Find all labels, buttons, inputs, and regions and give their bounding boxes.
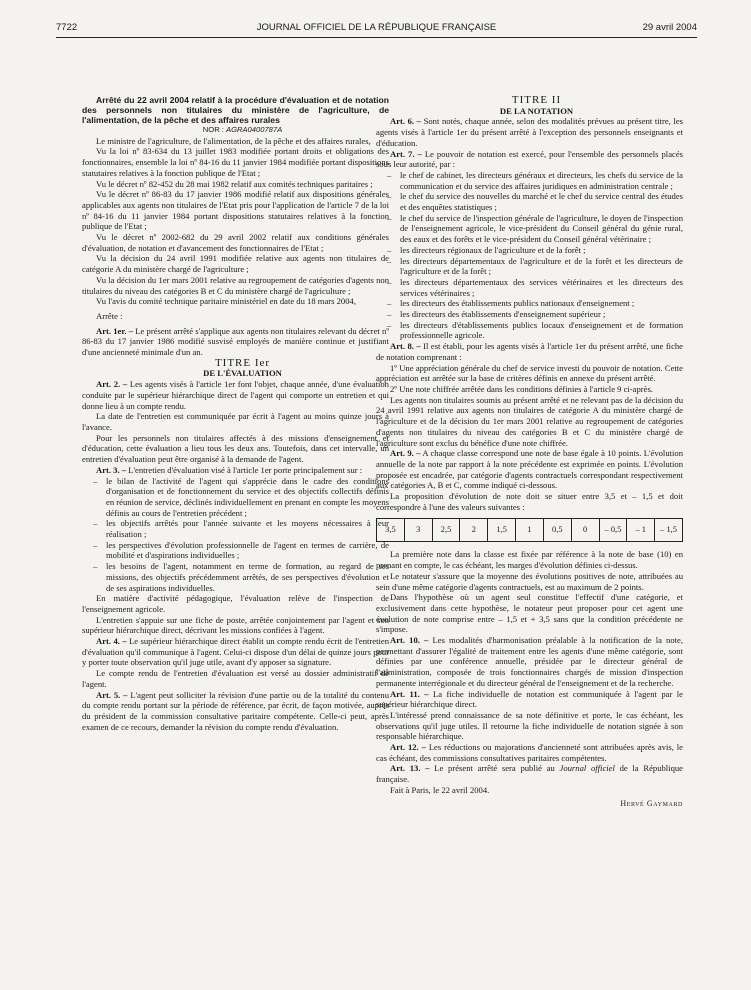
article-1 [82,326,389,358]
journal-officiel-ref: Journal officiel [559,763,615,774]
preamble-4: Vu le décret nº 2002-682 du 29 avril 2002 relatif aux conditions générales d'évaluation, de notation et d'avancement des fonctionnaires de l'Etat ; [82,232,389,253]
article-7 [376,149,683,170]
preamble-6: Vu la décision du 1er mars 2001 relative au regroupement de catégories d'agents non titulaires du niveau des catégories B et C du ministère chargé de l'agriculture ; [82,274,389,296]
issue-date: 29 avril 2004 [642,22,697,33]
article-3 [82,465,389,476]
titre-2-heading: TITRE II [511,94,562,106]
article-4-label: Art. 4. – [96,636,127,647]
titre-1-heading: TITRE Ier [214,356,271,369]
article-13 [376,763,683,784]
preamble-2: Vu le décret nº 82-452 du 28 mai 1982 relatif aux comités techniques paritaires ; [96,178,373,189]
article-2-text: Les agents visés à l'article 1er font l'objet, chaque année, d'une évaluation conduite par le supérieur hiérarchique direct de l'agent qui comporte un entretien et qui donne lieu à un compte rendu. [82,379,389,411]
article-13-text-a: Le présent arrêté sera publié au [434,763,555,774]
article-12-text: Les réductions ou majorations d'ancienneté sont attribuées après avis, le cas échéant, des commissions consultatives paritaires compétentes. [376,742,683,763]
article-4 [82,636,389,668]
preamble-5: Vu la décision du 24 avril 1991 modifiée relative aux agents non titulaires de catégorie A du ministère chargé de l'agriculture ; [82,253,389,275]
list-item: – les directeurs départementaux de l'agriculture et de la forêt et les directeurs de l'agriculture et de la forêt ; [400,256,683,277]
article-4-text: Le supérieur hiérarchique direct établit un compte rendu écrit de l'entretien d'évaluation qu'il communique à l'agent. Celui-ci dispose d'un délai de quinze jours pour y porter toute observation qu'il juge utile, avant d'y apposer sa signature. [82,636,389,668]
list-item: – les directeurs des établissements d'enseignement supérieur ; [400,309,683,320]
note-value-cell: 0,5 [544,519,572,541]
list-item: – le chef du service des nouvelles du marché et le chef du service central des études et des enquêtes statistiques ; [400,191,683,212]
article-8 [376,341,683,362]
article-11 [376,689,683,710]
article-6-label: Art. 6. – [390,116,421,127]
article-8-label: Art. 8. – [390,341,421,352]
list-item: – les directeurs départementaux des services vétérinaires et les directeurs des services vétérinaires ; [400,277,683,298]
preamble-0: Le ministre de l'agriculture, de l'alimentation, de la pêche et des affaires rurales, [96,135,371,146]
running-header [56,22,697,36]
note-value-cell: – 1,5 [660,525,677,535]
article-2-p3: Pour les personnels non titulaires affectés à des missions d'enseignement et d'éducation, cette évaluation a lieu tous les deux ans. Toutefois, dans cet intervalle, un entretien d'évaluation peut être organisé à la demande de l'agent. [82,432,389,465]
article-6-text: Sont notés, chaque année, selon des modalités prévues au présent titre, les agents visés à l'article 1er du présent arrêté à l'exception des personnels enseignants et d'éducation. [376,116,683,148]
note-value-cell: 0 [572,519,600,541]
list-item: – les besoins de l'agent, notamment en terme de formation, au regard de ses missions, des objectifs précédemment arrêtés, de ses perspectives d'évolution et de ses aspirations individuelles. [106,561,389,593]
article-9-p5: Dans l'hypothèse où un agent seul constitue l'effectif d'une catégorie, et exclusivement dans cette hypothèse, le notateur peut proposer pour cet agent une évolution de note comprise entre – 1,5 et + 3,5 sans que la condition précédente ne s'impose. [376,592,683,635]
fait-a-paris: Fait à Paris, le 22 avril 2004. [390,784,490,795]
article-9-label: Art. 9. – [390,448,421,459]
preamble-7: Vu l'avis du comité technique paritaire ministériel en date du 18 mars 2004, [96,296,356,307]
article-7-label: Art. 7. – [390,148,422,159]
article-7-text: Le pouvoir de notation est exercé, pour l'ensemble des personnels placés sous leur autorité, par : [376,148,683,170]
article-3-text: L'entretien d'évaluation visé à l'article 1er porte principalement sur : [128,464,363,475]
article-11-text: La fiche individuelle de notation est communiquée à l'agent par le supérieur hiérarchique direct. [376,688,683,710]
note-value-cell: 1,5 [488,519,516,541]
arrete-word: Arrête : [96,310,123,321]
journal-title: JOURNAL OFFICIEL DE LA RÉPUBLIQUE FRANÇAISE [256,22,497,33]
arrete-title: Arrêté du 22 avril 2004 relatif à la procédure d'évaluation et de notation des personnels non titulaires du ministère de l'agriculture, de l'alimentation, de la pêche et des affaires rurales [82,95,389,125]
list-item: – les perspectives d'évolution professionnelle de l'agent en termes de carrière, de mobilité et d'aspirations individuelles ; [106,540,389,561]
note-values-table [376,518,683,542]
article-12-label: Art. 12. – [390,742,426,753]
article-8-p1: 1º Une appréciation générale du chef de service investi du pouvoir de notation. Cette appréciation est arrêtée sur la base de critères définis en annexe du présent arrêté. [376,362,683,384]
article-12 [376,742,683,763]
article-5 [82,690,389,733]
article-3-p3: L'entretien s'appuie sur une fiche de poste, arrêtée conjointement par l'agent et son supérieur hiérarchique direct, décrivant les missions confiées à l'agent. [82,614,389,636]
article-3-p2: En matière d'activité pédagogique, l'évaluation relève de l'inspection de l'enseignement agricole. [82,593,389,614]
list-item: – les directeurs régionaux de l'agriculture et de la forêt ; [400,245,683,256]
article-10-label: Art. 10. – [390,635,429,646]
article-10-text: Les modalités d'harmonisation préalable à la notification de la note, permettant d'assurer l'égalité de traitement entre les agents d'une même catégorie, sont définies par une conférence annuelle, présidée par le directeur général de l'administration, composée de trois fonctionnaires chargés de mission d'inspection permanente interrégionale et du directeur général de l'enseignement et de la recherche. [376,635,683,688]
titre-2-subheading: DE LA NOTATION [499,105,574,116]
list-item: – les directeurs des établissements publics nationaux d'enseignement ; [400,298,683,309]
list-item: – les objectifs arrêtés pour l'année suivante et les moyens nécessaires à leur réalisation ; [106,518,389,539]
note-value-cell: 1 [516,519,544,541]
page-number: 7722 [56,22,78,33]
note-value-cell: – 0,5 [600,519,628,541]
nor-reference [82,125,389,136]
article-9-p4: Le notateur s'assure que la moyenne des évolutions positives de note, attribuées au sein d'une même catégorie d'agents contractuels, est au maximum de 2 points. [376,570,683,592]
article-11-p2: L'intéressé prend connaissance de sa note définitive et porte, le cas échéant, les observations qu'il juge utiles. Il retourne la fiche individuelle de notation signée à son responsable hiérarchique. [376,709,683,742]
list-item: – le chef du service de l'inspection générale de l'agriculture, le doyen de l'inspection de l'enseignement agricole, le vice-président du Conseil général du génie rural, des eaux et des forêts et le vice-président du Conseil général vétérinaire ; [400,213,683,245]
header-rule [56,37,697,38]
article-8-text: Il est établi, pour les agents visés à l'article 1er du présent arrêté, une fiche de notation comprenant : [376,341,683,362]
article-9-p3: La première note dans la classe est fixée par référence à la note de base (10) en prenant en compte, le cas échéant, les marges d'évolution définies ci-dessus. [376,549,683,571]
article-3-label: Art. 3. – [96,464,127,475]
article-9 [376,448,683,491]
left-column [82,95,389,732]
article-9-p2: La proposition d'évolution de note doit se situer entre 3,5 et – 1,5 et doit correspondre à l'une des valeurs suivantes : [376,491,683,512]
nor-code: AGRA0400787A [226,125,283,134]
right-column [376,95,683,809]
article-6 [376,116,683,148]
article-7-list [376,170,683,341]
note-value-cell: 2,5 [433,519,461,541]
article-3-list [82,476,389,594]
article-5-text: L'agent peut solliciter la révision d'une partie ou de la totalité du contenu du compte rendu portant sur la période de référence, par écrit, de façon motivée, auprès du président de la commission consultative paritaire compétente. Celle-ci peut, après examen de ce recours, demander la révision du compte rendu d'évaluation. [82,689,390,732]
signature: Hervé Gaymard [620,798,683,808]
list-item: – le bilan de l'activité de l'agent qui s'apprécie dans le cadre des conditions d'organisation et de fonctionnement du service et des objectifs collectifs définis en réunion de service, déclinés individuellement en prenant en compte les moyens définis au cours de l'entretien précédent ; [106,476,389,519]
preamble-3: Vu le décret nº 86-83 du 17 janvier 1986 modifié relatif aux dispositions générales applicables aux agents non titulaires de l'Etat pris pour l'application de l'article 7 de la loi nº 84-16 du 11 janvier 1984 portant dispositions statutaires relatives à la fonction publique de l'Etat ; [82,189,389,232]
article-9-text: A chaque classe correspond une note de base égale à 10 points. L'évolution annuelle de la note par rapport à la note précédente est exprimée en points. L'évolution proposée est encadrée, par catégorie d'agents contractuels correspondant respectivement aux catégories A, B et C, comme indiqué ci-dessous. [376,448,683,491]
article-4-p2: Le compte rendu de l'entretien d'évaluation est versé au dossier administratif de l'agent. [82,668,389,689]
article-10 [376,635,683,689]
article-2 [82,379,389,411]
article-13-label: Art. 13. – [390,763,430,774]
preamble-1: Vu la loi nº 83-634 du 13 juillet 1983 modifiée portant droits et obligations des fonctionnaires, ensemble la loi nº 84-16 du 11 janvier 1984 modifiée portant dispositions statutaires relatives à la fonction publique de l'Etat ; [82,146,389,178]
note-value-cell: 3 [405,519,433,541]
note-value-cell: 2 [460,519,488,541]
list-item: – les directeurs d'établissements publics locaux d'enseignement et de formation professionnelle agricole. [400,320,683,341]
article-5-label: Art. 5. – [96,689,128,700]
note-value-cell: – 1 [627,519,655,541]
article-8-p2: 2º Une note chiffrée arrêtée dans les conditions définies à l'article 9 ci-après. [390,383,653,394]
note-value-cell: 3,5 [377,519,405,541]
article-1-text: Le présent arrêté s'applique aux agents non titulaires relevant du décret nº 86-83 du 17 janvier 1986 modifié susvisé employés de manière continue et justifiant d'une ancienneté minimale d'un an. [82,325,389,358]
titre-1-subheading: DE L'ÉVALUATION [203,368,282,379]
article-8-p3: Les agents non titulaires soumis au présent arrêté et ne relevant pas de la décision du 24 avril 1991 relative aux agents non titulaires de catégorie A du ministère chargé de l'agriculture et de la décision du 1er mars 2001 relative au regroupement de catégories d'agents non titulaires du niveau des catégories B et C du ministère chargé de l'agriculture sont exclus du bénéfice d'une note chiffrée. [376,394,683,448]
nor-label: NOR : [202,125,224,134]
article-2-p2: La date de l'entretien est communiquée par écrit à l'agent au moins quinze jours à l'avance. [82,411,389,432]
article-11-label: Art. 11. – [390,688,429,699]
article-1-label: Art. 1er. – [96,325,134,336]
article-2-label: Art. 2. – [96,379,128,390]
list-item: – le chef de cabinet, les directeurs généraux et directeurs, les chefs du service de la communication et du service des affaires juridiques en administration centrale ; [400,170,683,191]
article-13-text-b: de la République française. [376,763,683,785]
